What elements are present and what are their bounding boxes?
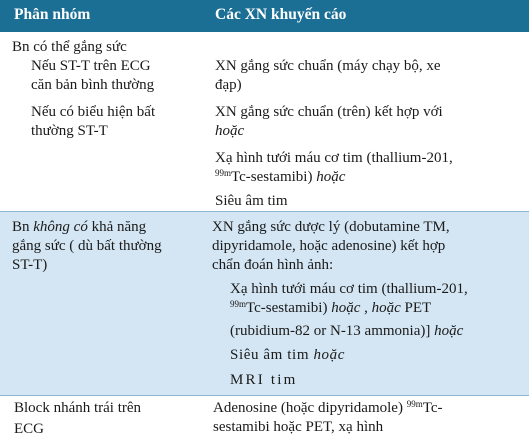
rec-adenosine-line2: sestamibi hoặc PET, xạ hình [213, 419, 384, 435]
rec-perfusion-line1: Xạ hình tưới máu cơ tim (thallium-201, [215, 150, 453, 166]
rec-perfusion-line2 [230, 299, 431, 317]
rec-echo: Siêu âm tim [215, 193, 288, 209]
or-italic: hoặc [371, 300, 401, 316]
row-lbbb [0, 396, 529, 441]
rec-standard-stress-line1: XN gắng sức chuẩn (máy chạy bộ, xe [215, 58, 441, 74]
rubidium-text: (rubidium-82 or N-13 ammonia)] [230, 323, 435, 339]
group-label-line2: gắng sức ( dù bất thường [12, 238, 162, 254]
rec-perfusion-line3 [230, 322, 463, 340]
subgroup-abnormal-st-line1: Nếu có biểu hiện bất [31, 104, 156, 120]
or-italic: hoặc [313, 347, 346, 363]
rec-standard-stress-line2: đạp) [215, 77, 242, 93]
rec-perfusion-isotope: Tc-sestamibi) [246, 300, 332, 316]
row-cannot-exercise [0, 211, 529, 396]
label-suffix: khả năng [87, 219, 147, 235]
rec-perfusion-isotope: Tc-sestamibi) [231, 169, 317, 185]
isotope-superscript: 99m [230, 299, 247, 309]
or-italic: hoặc [215, 123, 245, 139]
rec-adenosine-line1 [213, 399, 443, 417]
rec-echo [230, 346, 345, 364]
rec-perfusion-line2 [215, 168, 345, 186]
group-label-line1: Block nhánh trái trên [14, 400, 142, 416]
group-label-line1 [12, 218, 146, 236]
echo-text: Siêu âm tim [230, 347, 314, 363]
label-prefix: Bn [12, 219, 34, 235]
rec-pharm-stress-line3: chẩn đoán hình ảnh: [212, 257, 334, 273]
group-label-line2: ECG [14, 421, 44, 437]
subgroup-normal-ecg-line1: Nếu ST-T trên ECG [31, 58, 151, 74]
rec-perfusion-line1: Xạ hình tưới máu cơ tim (thallium-201, [230, 281, 468, 297]
isotope-superscript: 99m [406, 399, 423, 409]
rec-stress-combined-line2 [215, 122, 244, 140]
rec-pharm-stress-line2: dipyridamole, hoặc adenosine) kết hợp [212, 238, 446, 254]
rec-pharm-stress-line1: XN gắng sức dược lý (dobutamine TM, [212, 219, 450, 235]
subgroup-abnormal-st-line2: thường ST-T [31, 123, 108, 139]
or-italic: hoặc [331, 300, 361, 316]
or-italic: hoặc [316, 169, 346, 185]
or-italic: hoặc [434, 323, 464, 339]
header-group-column: Phân nhóm [14, 6, 91, 23]
rec-stress-combined-line1: XN gắng sức chuẩn (trên) kết hợp với [215, 104, 443, 120]
group-label: Bn có thể gắng sức [12, 39, 127, 55]
isotope-superscript: 99m [215, 168, 232, 178]
subgroup-normal-ecg-line2: căn bản bình thường [31, 77, 155, 93]
table-header [0, 0, 529, 32]
pet-text: PET [400, 300, 432, 316]
row-can-exercise [0, 32, 529, 211]
tc-text: Tc- [422, 400, 443, 416]
rec-mri: MRI tim [230, 372, 298, 388]
label-italic: không có [33, 219, 88, 235]
adenosine-text: Adenosine (hoặc dipyridamole) [213, 400, 407, 416]
header-tests-column: Các XN khuyến cáo [215, 6, 347, 23]
group-label-line3: ST-T) [12, 257, 48, 273]
separator: , [360, 300, 372, 316]
